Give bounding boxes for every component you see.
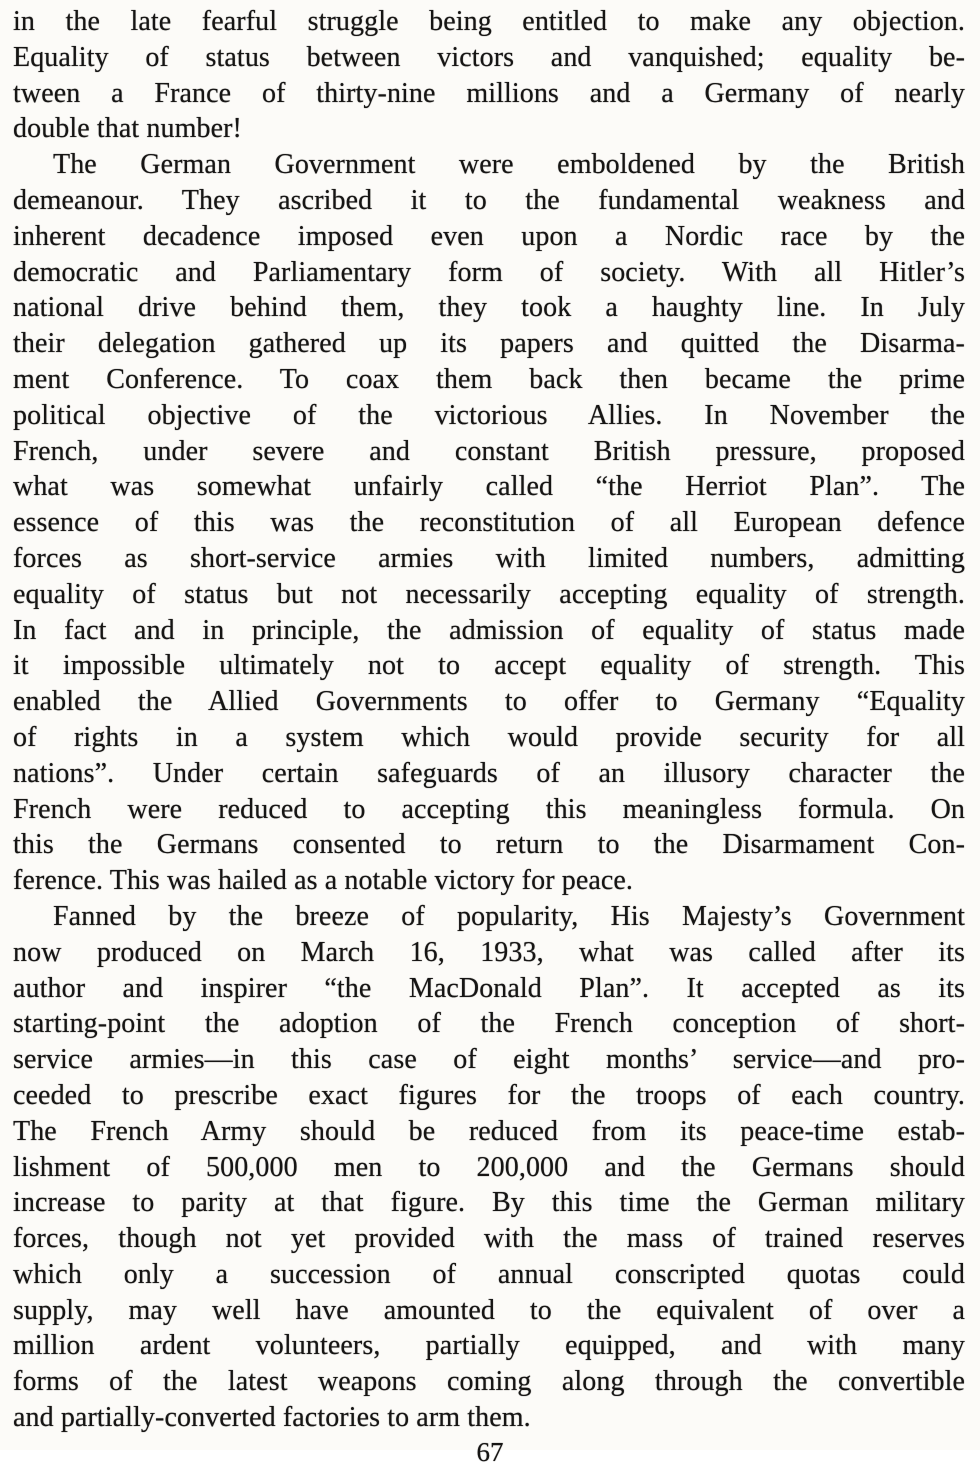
text-line: The German Government were emboldened by the British	[53, 149, 965, 181]
text-line: forces as short-service armies with limited numbers, admitting	[13, 542, 965, 574]
text-line: nations”. Under certain safeguards of an illusory character the	[13, 757, 965, 789]
text-line: of rights in a system which would provide security for all	[13, 721, 965, 753]
text-line: double that number!	[13, 113, 242, 145]
text-line: supply, may well have amounted to the equivalent of over a	[13, 1294, 965, 1326]
text-line: ference. This was hailed as a notable victory for peace.	[13, 865, 634, 897]
text-line: democratic and Parliamentary form of society. With all Hitler’s	[13, 256, 965, 288]
text-line: ment Conference. To coax them back then became the prime	[13, 363, 965, 395]
text-line: In fact and in principle, the admission of equality of status made	[13, 614, 965, 646]
text-line: in the late fearful struggle being entitled to make any objection.	[13, 6, 965, 37]
text-line: demeanour. They ascribed it to the fundamental weakness and	[13, 184, 965, 216]
text-line: lishment of 500,000 men to 200,000 and the Germans should	[13, 1151, 965, 1183]
text-line: which only a succession of annual conscripted quotas could	[13, 1258, 965, 1290]
text-line: The French Army should be reduced from its peace-time estab-	[13, 1115, 965, 1147]
text-line: it impossible ultimately not to accept equality of strength. This	[13, 650, 965, 682]
paragraph	[13, 899, 965, 1436]
text-line: national drive behind them, they took a haughty line. In July	[13, 292, 965, 324]
text-line: French were reduced to accepting this meaningless formula. On	[13, 793, 965, 825]
text-line: million ardent volunteers, partially equipped, and with many	[13, 1330, 965, 1362]
text-line: and partially-converted factories to arm them.	[13, 1402, 531, 1434]
text-line: tween a France of thirty-nine millions and a Germany of nearly	[13, 77, 965, 109]
text-line: equality of status but not necessarily accepting equality of strength.	[13, 578, 965, 610]
text-line: forms of the latest weapons coming along through the convertible	[13, 1366, 965, 1398]
paragraph	[13, 147, 965, 899]
text-line: Fanned by the breeze of popularity, His Majesty’s Government	[53, 900, 965, 932]
text-line: their delegation gathered up its papers and quitted the Disarma-	[13, 328, 965, 360]
text-line: now produced on March 16, 1933, what was called after its	[13, 936, 965, 968]
text-line: political objective of the victorious Allies. In November the	[13, 399, 965, 431]
text-line: inherent decadence imposed even upon a Nordic race by the	[13, 220, 965, 252]
text-line: essence of this was the reconstitution of all European defence	[13, 507, 965, 539]
text-line: forces, though not yet provided with the mass of trained reserves	[13, 1223, 965, 1255]
text-line: this the Germans consented to return to the Disarmament Con-	[13, 829, 965, 861]
text-line: increase to parity at that figure. By this time the German military	[13, 1187, 965, 1219]
page-text	[13, 4, 965, 1436]
text-line: enabled the Allied Governments to offer to Germany “Equality	[13, 686, 965, 718]
text-line: ceeded to prescribe exact figures for the troops of each country.	[13, 1079, 965, 1111]
text-line: Equality of status between victors and vanquished; equality be-	[13, 41, 965, 73]
text-line: service armies—in this case of eight months’ service—and pro-	[13, 1044, 965, 1076]
text-line: what was somewhat unfairly called “the Herriot Plan”. The	[13, 471, 965, 503]
text-line: starting-point the adoption of the French conception of short-	[13, 1008, 965, 1040]
text-line: French, under severe and constant British pressure, proposed	[13, 435, 965, 467]
paragraph	[13, 4, 965, 147]
text-line: author and inspirer “the MacDonald Plan”. It accepted as its	[13, 972, 965, 1004]
page-number: 67	[476, 1437, 504, 1467]
